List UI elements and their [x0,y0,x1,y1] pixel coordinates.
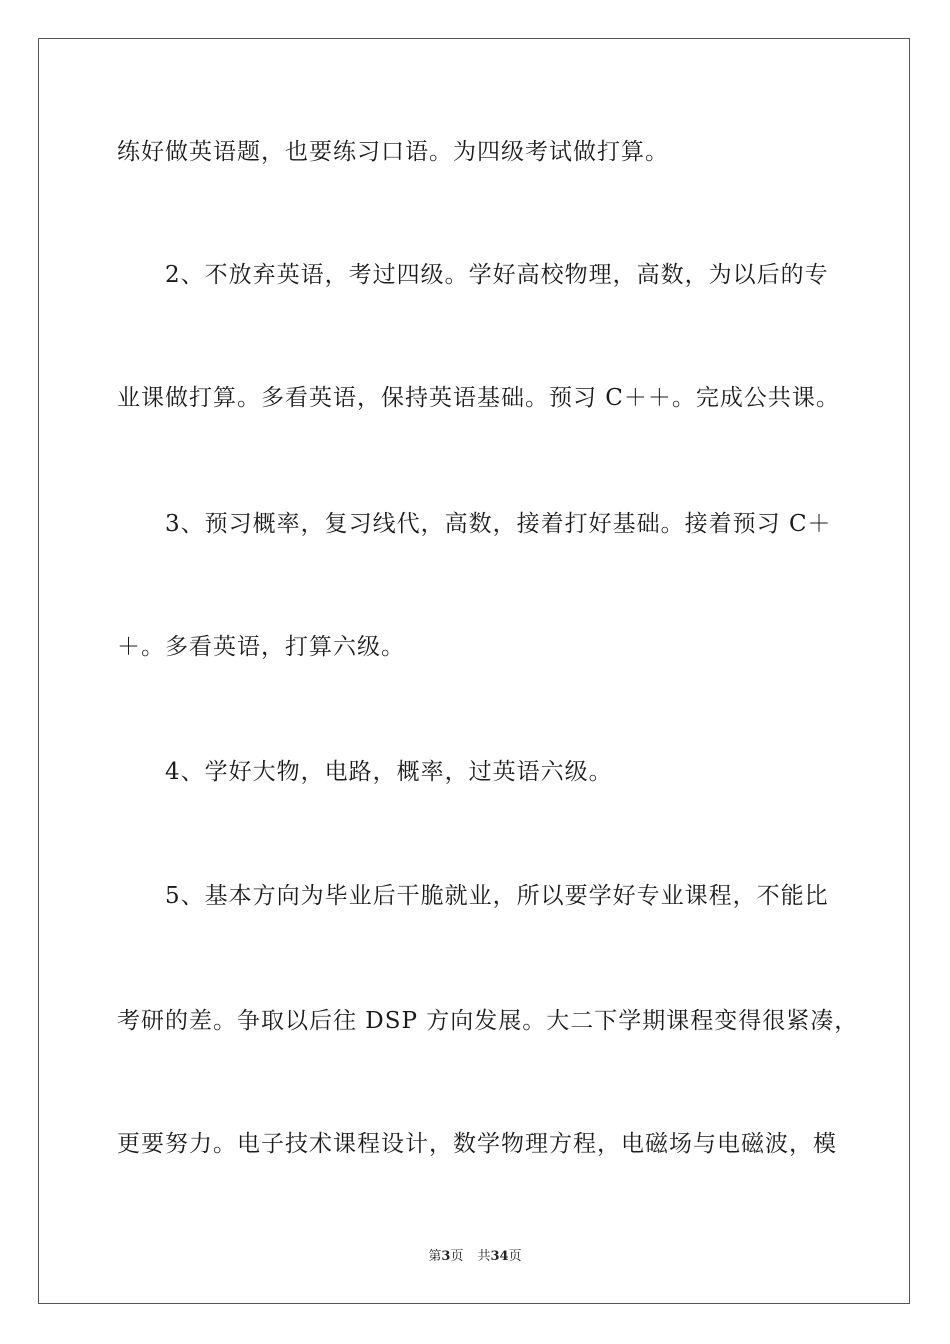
text-line-9: 更要努力。电子技术课程设计，数学物理方程，电磁场与电磁波，模 [117,1131,837,1157]
page-suffix: 页 [450,1249,464,1264]
text-line-2: 2、不放弃英语，考过四级。学好高校物理，高数，为以后的专 [165,262,829,288]
page-border [38,38,910,1304]
total-pages: 34 [490,1249,509,1264]
total-suffix: 页 [508,1249,522,1264]
total-prefix: 共 [477,1249,491,1264]
text-line-8: 考研的差。争取以后往 DSP 方向发展。大二下学期课程变得很紧凑， [117,1008,859,1034]
text-line-3: 业课做打算。多看英语，保持英语基础。预习 C＋＋。完成公共课。 [117,385,840,411]
text-line-7: 5、基本方向为毕业后干脆就业，所以要学好专业课程，不能比 [165,883,829,909]
page-number: 3 [441,1249,451,1264]
text-line-5: ＋。多看英语，打算六级。 [117,634,405,660]
text-line-6: 4、学好大物，电路，概率，过英语六级。 [165,759,613,785]
page-footer [0,1249,950,1265]
text-line-4: 3、预习概率，复习线代，高数，接着打好基础。接着预习 C＋ [165,511,832,537]
text-line-1: 练好做英语题，也要练习口语。为四级考试做打算。 [117,139,669,165]
page-prefix: 第 [428,1249,442,1264]
